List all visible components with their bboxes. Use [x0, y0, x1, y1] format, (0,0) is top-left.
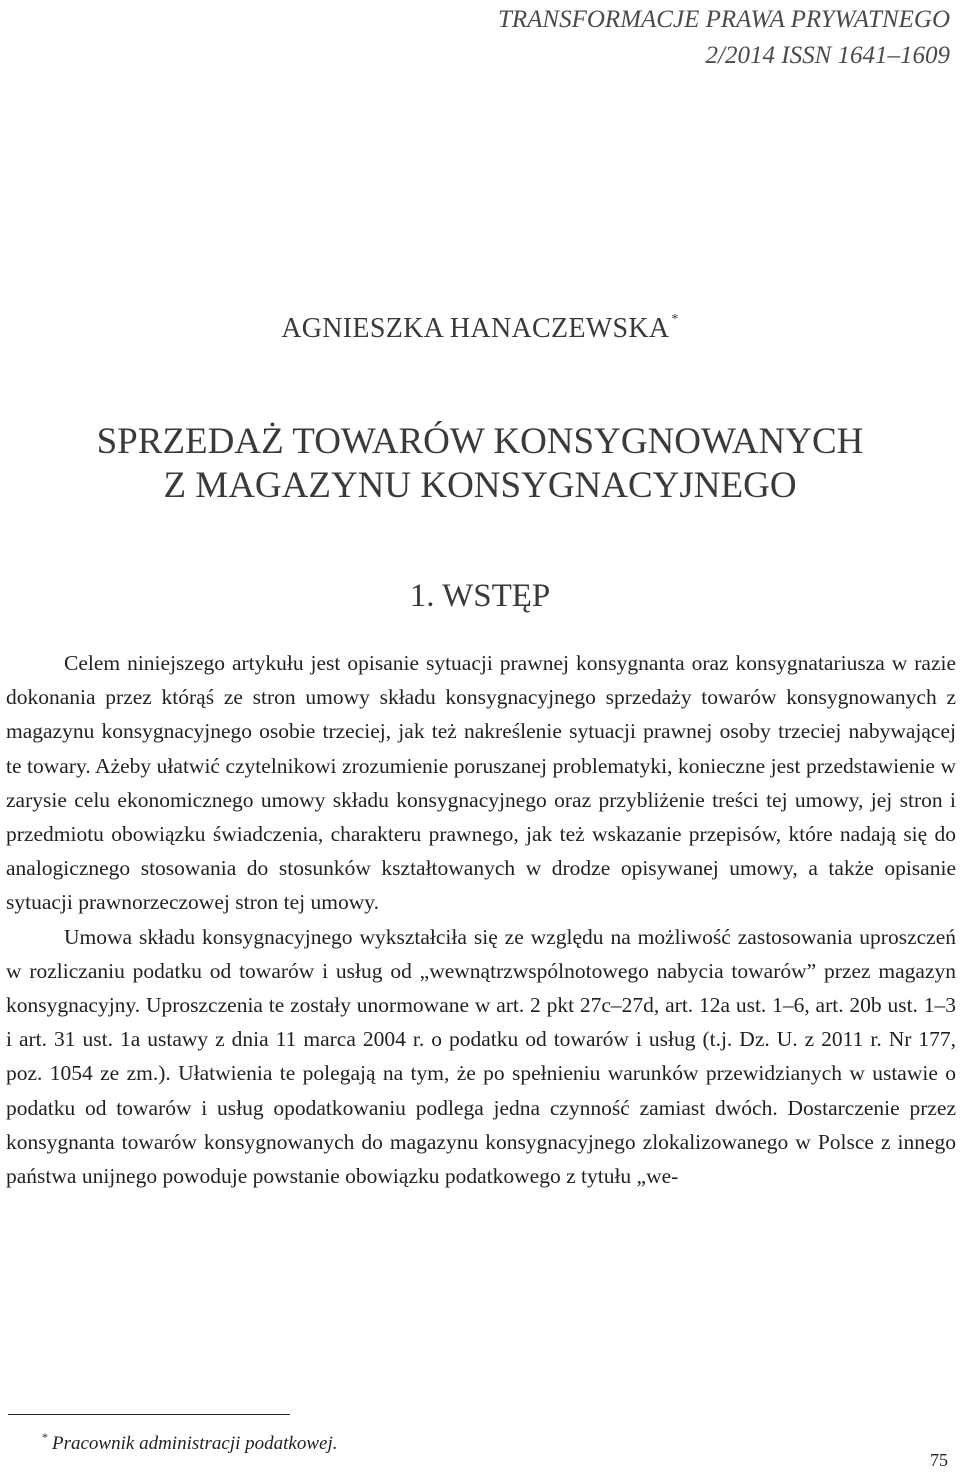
article-title-line-1: SPRZEDAŻ TOWARÓW KONSYGNOWANYCH	[96, 421, 864, 462]
footnote-mark: *	[42, 1430, 48, 1444]
author-name-text: AGNIESZKA HANACZEWSKA	[281, 313, 670, 344]
footnote	[42, 1430, 338, 1455]
page-number: 75	[930, 1450, 948, 1470]
article-title	[0, 420, 960, 508]
journal-title: TRANSFORMACJE PRAWA PRYWATNEGO	[497, 6, 950, 33]
section-heading: 1. WSTĘP	[409, 578, 551, 614]
issue-issn: 2/2014 ISSN 1641–1609	[705, 42, 950, 69]
paragraph-2: Umowa składu konsygnacyjnego wykształciła się ze względu na możliwość zastosowania uproszczeń w rozliczaniu podatku od towarów i usług od „wewnątrzwspólnotowego nabycia towarów” przez magazyn konsygnacyjny. Uproszczenia te zostały unormowane w art. 2 pkt 27c–27d, art. 12a ust. 1–6, art. 20b ust. 1–3 i art. 31 ust. 1a ustawy z dnia 11 marca 2004 r. o podatku od towarów i usług (t.j. Dz. U. z 2011 r. Nr 177, poz. 1054 ze zm.). Ułatwienia te polegają na tym, że po spełnieniu warunków przewidzianych w ustawie o podatku od towarów i usług opodatkowaniu podlega jedna czynność zamiast dwóch. Dostarczenie przez konsygnanta towarów konsygnowanych do magazynu konsygnacyjnego zlokalizowanego w Polsce z innego państwa unijnego powoduje powstanie obowiązku podatkowego z tytułu „we-	[6, 924, 956, 1189]
article-body	[6, 646, 956, 1193]
footnote-divider	[8, 1414, 290, 1415]
article-title-line-2: Z MAGAZYNU KONSYGNACYJNEGO	[163, 465, 797, 506]
author-footnote-mark: *	[671, 312, 679, 327]
paragraph-1: Celem niniejszego artykułu jest opisanie sytuacji prawnej konsygnanta oraz konsygnatariusza w razie dokonania przez którąś ze stron umowy składu konsygnacyjnego sprzedaży towarów konsygnowanych z magazynu konsygnacyjnego osobie trzeciej, jak też nakreślenie sytuacji prawnej osoby trzeciej nabywającej te towary. Ażeby ułatwić czytelnikowi zrozumienie poruszanej problematyki, konieczne jest przedstawienie w zarysie celu ekonomicznego umowy składu konsygnacyjnego oraz przybliżenie treści tej umowy, jej stron i przedmiotu obowiązku świadczenia, charakteru prawnego, jak też wskazanie przepisów, które nadają się do analogicznego stosowania do stosunków kształtowanych w drodze opisywanej umowy, a także opisanie sytuacji prawnorzeczowej stron tej umowy.	[6, 651, 956, 915]
footnote-text: Pracownik administracji podatkowej.	[52, 1433, 338, 1454]
running-head	[498, 2, 950, 74]
author-name	[0, 312, 960, 345]
